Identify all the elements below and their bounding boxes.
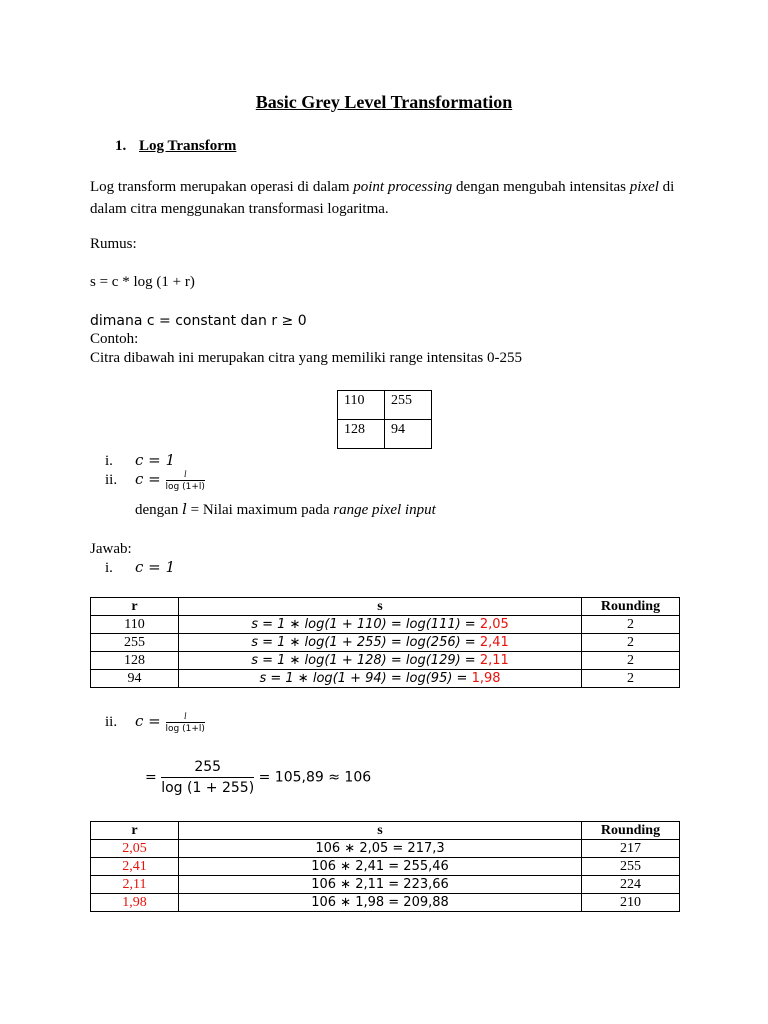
table-row [91, 616, 680, 634]
intro-paragraph [90, 176, 690, 220]
cell-s-expr: s = 1 ∗ log(1 + 255) = log(256) = [251, 635, 480, 650]
cell-s: 106 ∗ 2,41 = 255,46 [179, 858, 582, 876]
column-header: Rounding [582, 822, 680, 840]
dengan-text-1: dengan [135, 502, 183, 518]
cell-s-expr: s = 1 ∗ log(1 + 110) = log(111) = [251, 617, 480, 632]
cell-s [179, 670, 582, 688]
intro-text-3: di dalam citra menggunakan transformasi logaritma. [90, 179, 675, 217]
part-ii-fraction [166, 710, 205, 735]
column-header: s [179, 822, 582, 840]
cell-r: 255 [91, 634, 179, 652]
page-title: Basic Grey Level Transformation [255, 92, 513, 112]
calc-result: = 105,89 ≈ 106 [258, 769, 372, 786]
dengan-var: l [182, 500, 187, 518]
cell-s [179, 634, 582, 652]
cell-s-result: 1,98 [471, 671, 501, 686]
cell-s-expr: s = 1 ∗ log(1 + 128) = log(129) = [251, 653, 480, 668]
part-ii-label: ii. [105, 713, 118, 730]
cell-r: 128 [91, 652, 179, 670]
part-i [105, 558, 175, 577]
table-row [91, 858, 680, 876]
grid-cell: 94 [385, 420, 432, 449]
table-row [91, 652, 680, 670]
dengan-term: range pixel input [333, 502, 436, 518]
grid-cell: 110 [338, 391, 385, 420]
calc-numerator: 255 [161, 758, 254, 778]
column-header: Rounding [582, 598, 680, 616]
fraction-denominator: log (1+l) [165, 482, 205, 492]
intro-term-point-processing: point processing [353, 179, 453, 195]
jawab-label: Jawab: [90, 541, 132, 557]
option-ii-fraction [166, 468, 205, 493]
dengan-text-2: = Nilai maximum pada [186, 502, 334, 518]
cell-rounding: 217 [582, 840, 680, 858]
calc-denominator: log (1 + 255) [161, 780, 255, 796]
calc-equals: = [145, 769, 157, 786]
option-ii [105, 468, 205, 493]
cell-s-result: 2,11 [479, 653, 509, 668]
table-c2 [90, 821, 680, 912]
grid-cell: 255 [385, 391, 432, 420]
contoh-text: Citra dibawah ini merupakan citra yang memiliki range intensitas 0-255 [90, 350, 522, 366]
cell-rounding: 2 [582, 634, 680, 652]
table-row [91, 634, 680, 652]
cell-s-result: 2,05 [479, 617, 509, 632]
option-i-label: i. [105, 453, 113, 469]
part-i-expr: c = 1 [135, 558, 176, 576]
cell-r: 94 [91, 670, 179, 688]
option-ii-lhs: c = [135, 469, 166, 488]
table-row [91, 876, 680, 894]
cell-s: 106 ∗ 2,11 = 223,66 [179, 876, 582, 894]
fraction-numerator: l [166, 468, 205, 481]
cell-r: 2,05 [91, 840, 179, 858]
section-number: 1. [115, 138, 127, 154]
calc-fraction [161, 758, 254, 797]
column-header: r [91, 598, 179, 616]
cell-s [179, 652, 582, 670]
cell-s: 106 ∗ 2,05 = 217,3 [179, 840, 582, 858]
cell-s [179, 616, 582, 634]
column-header: s [179, 598, 582, 616]
section-label: Log Transform [139, 138, 237, 154]
grid-cell: 128 [338, 420, 385, 449]
intro-text-2: dengan mengubah intensitas [452, 179, 630, 195]
fraction-denominator: log (1+l) [165, 724, 205, 734]
cell-r: 2,41 [91, 858, 179, 876]
cell-rounding: 255 [582, 858, 680, 876]
intro-text-1: Log transform merupakan operasi di dalam [90, 179, 354, 195]
dengan-note [135, 500, 436, 519]
image-grid [337, 390, 432, 449]
table-row [91, 894, 680, 912]
intro-term-pixel: pixel [629, 179, 659, 195]
part-i-label: i. [105, 560, 113, 576]
cell-s-expr: s = 1 ∗ log(1 + 94) = log(95) = [259, 671, 472, 686]
c-calculation [145, 758, 371, 797]
section-heading [115, 138, 236, 155]
cell-rounding: 224 [582, 876, 680, 894]
cell-r: 2,11 [91, 876, 179, 894]
formula: s = c * log (1 + r) [90, 274, 195, 290]
cell-rounding: 2 [582, 670, 680, 688]
cell-rounding: 2 [582, 652, 680, 670]
rumus-label: Rumus: [90, 236, 137, 252]
cell-rounding: 210 [582, 894, 680, 912]
cell-s-result: 2,41 [479, 635, 509, 650]
table-row [91, 670, 680, 688]
column-header: r [91, 822, 179, 840]
option-ii-label: ii. [105, 471, 118, 488]
cell-s: 106 ∗ 1,98 = 209,88 [179, 894, 582, 912]
cell-r: 1,98 [91, 894, 179, 912]
option-i-expr: c = 1 [135, 451, 176, 469]
cell-rounding: 2 [582, 616, 680, 634]
part-ii [105, 710, 205, 735]
table-c1 [90, 597, 680, 688]
fraction-numerator: l [166, 710, 205, 723]
cell-r: 110 [91, 616, 179, 634]
where-clause: dimana c = constant dan r ≥ 0 [90, 313, 307, 329]
contoh-label: Contoh: [90, 331, 139, 347]
table-row [91, 840, 680, 858]
part-ii-lhs: c = [135, 711, 166, 730]
